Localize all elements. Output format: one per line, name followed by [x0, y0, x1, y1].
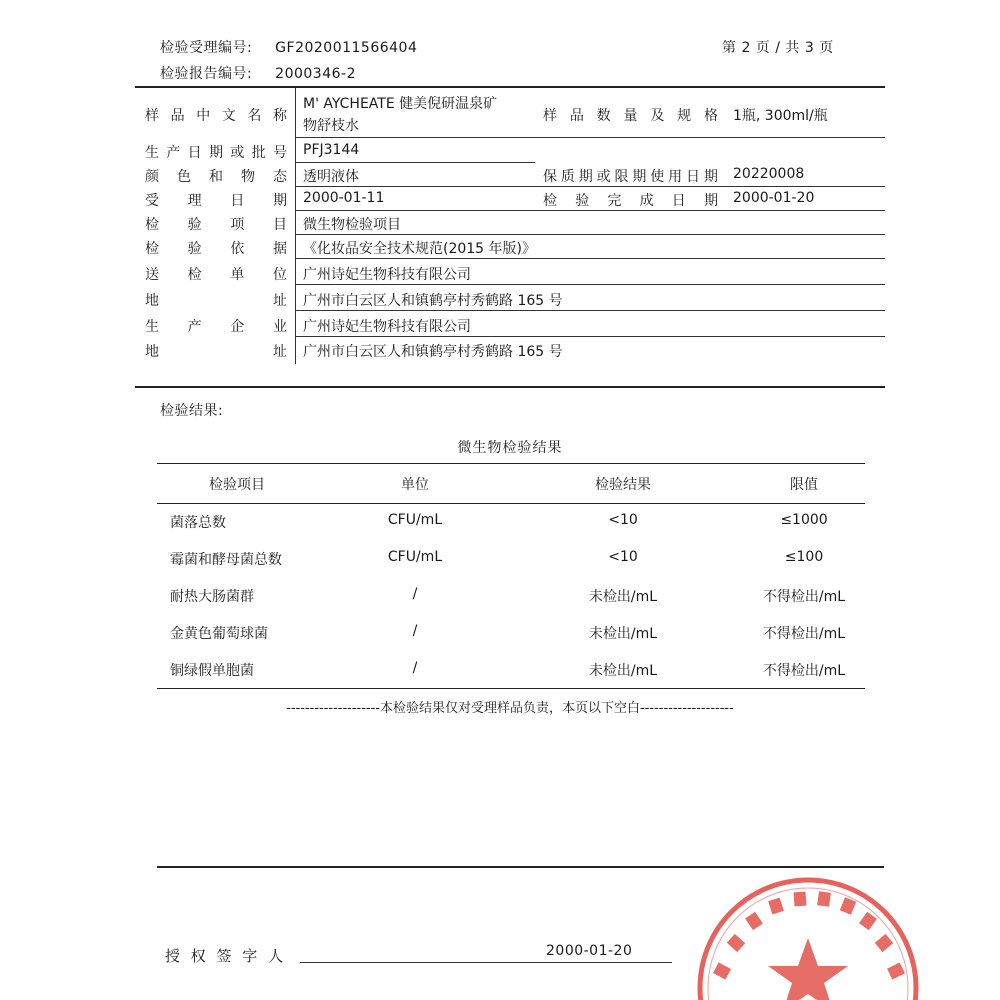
row-basis — [135, 236, 885, 260]
table-cell: 霉菌和酵母菌总数 — [170, 552, 282, 568]
table-cell: CFU/mL — [387, 549, 443, 565]
basis-value: 《化妆品安全技术规范(2015 年版)》 — [303, 241, 537, 257]
row-sample-name — [135, 93, 885, 139]
table-cell: / — [412, 623, 418, 639]
signature-rule — [157, 866, 884, 868]
row-producer-address — [135, 339, 885, 363]
table-cell: 未检出/mL — [588, 663, 658, 679]
results-section-label: 检验结果: — [160, 403, 224, 419]
acceptance-number-label: 检验受理编号: — [160, 40, 253, 56]
shelf-label: 保 质 期 或 限 期 使 用 日 期 — [543, 169, 718, 185]
complete-date-label: 检 验 完 成 日 期 — [543, 193, 718, 209]
table-cell: <10 — [608, 512, 638, 528]
items-label: 检 验 项 目 — [145, 217, 287, 233]
sender-label: 送 检 单 位 — [145, 267, 287, 283]
table-cell: ≤100 — [784, 549, 824, 565]
table-cell: 耐热大肠菌群 — [170, 589, 254, 605]
signer-label: 授 权 签 字 人 — [165, 947, 287, 965]
column-header: 检验项目 — [209, 477, 265, 493]
producer-value: 广州诗妃生物科技有限公司 — [303, 319, 471, 335]
acceptance-number — [160, 37, 417, 57]
batch-label: 生 产 日 期 或 批 号 — [145, 145, 287, 161]
sample-name-line2: 物舒枝水 — [303, 118, 359, 134]
official-seal-stamp — [690, 870, 1000, 1000]
table-cell: CFU/mL — [387, 512, 443, 528]
table-cell: 不得检出/mL — [762, 589, 846, 605]
report-number — [160, 63, 356, 83]
sign-date: 2000-01-20 — [546, 943, 633, 959]
results-footnote: --------------------本检验结果仅对受理样品负责，本页以下空白-------------------- — [286, 701, 734, 716]
report-number-label: 检验报告编号: — [160, 66, 253, 82]
column-header: 检验结果 — [595, 477, 651, 493]
accept-date-label: 受 理 日 期 — [145, 193, 287, 209]
info-bottom-rule — [135, 386, 885, 388]
table-cell: 未检出/mL — [588, 626, 658, 642]
row-producer — [135, 314, 885, 338]
row-dates — [135, 188, 885, 212]
column-header: 限值 — [790, 477, 818, 493]
row-batch — [135, 140, 885, 164]
page-info: 第 2 页 / 共 3 页 — [722, 40, 834, 56]
sample-name-line1: M' AYCHEATE 健美倪研温泉矿 — [303, 96, 498, 112]
sample-qty-label: 样 品 数 量 及 规 格 — [543, 108, 718, 124]
table-cell: / — [412, 660, 418, 676]
table-cell: 菌落总数 — [170, 515, 226, 531]
sample-qty-value: 1瓶, 300ml/瓶 — [733, 108, 828, 124]
table-cell: 未检出/mL — [588, 589, 658, 605]
table-cell: 不得检出/mL — [762, 626, 846, 642]
table-cell: 铜绿假单胞菌 — [170, 663, 254, 679]
accept-date-value: 2000-01-11 — [303, 190, 385, 206]
acceptance-number-value: GF2020011566404 — [275, 40, 418, 56]
row-sender-address — [135, 288, 885, 312]
column-header: 单位 — [401, 477, 429, 493]
table-cell: ≤1000 — [780, 512, 828, 528]
sender-address-value: 广州市白云区人和镇鹤亭村秀鹤路 165 号 — [303, 293, 563, 309]
table-cell: / — [412, 586, 418, 602]
producer-address-value: 广州市白云区人和镇鹤亭村秀鹤路 165 号 — [303, 344, 563, 360]
producer-label: 生 产 企 业 — [145, 319, 287, 335]
color-value: 透明液体 — [303, 169, 359, 185]
signature-line — [300, 962, 672, 963]
producer-address-label: 地 址 — [145, 344, 287, 360]
info-top-rule — [135, 86, 885, 88]
results-table-title: 微生物检验结果 — [457, 440, 563, 456]
table-cell: 金黄色葡萄球菌 — [170, 626, 268, 642]
row-color — [135, 164, 885, 188]
row-sender — [135, 262, 885, 286]
info-column-divider — [295, 88, 296, 364]
table-cell: 不得检出/mL — [762, 663, 846, 679]
row-items — [135, 212, 885, 236]
sample-name-label: 样 品 中 文 名 称 — [145, 108, 287, 124]
sender-address-label: 地 址 — [145, 293, 287, 309]
sender-value: 广州诗妃生物科技有限公司 — [303, 267, 471, 283]
basis-label: 检 验 依 据 — [145, 241, 287, 257]
shelf-value: 20220008 — [733, 166, 805, 182]
items-value: 微生物检验项目 — [303, 217, 401, 233]
complete-date-value: 2000-01-20 — [733, 190, 815, 206]
batch-value: PFJ3144 — [303, 142, 360, 158]
table-cell: <10 — [608, 549, 638, 565]
color-label: 颜 色 和 物 态 — [145, 169, 287, 185]
report-number-value: 2000346-2 — [275, 66, 356, 82]
